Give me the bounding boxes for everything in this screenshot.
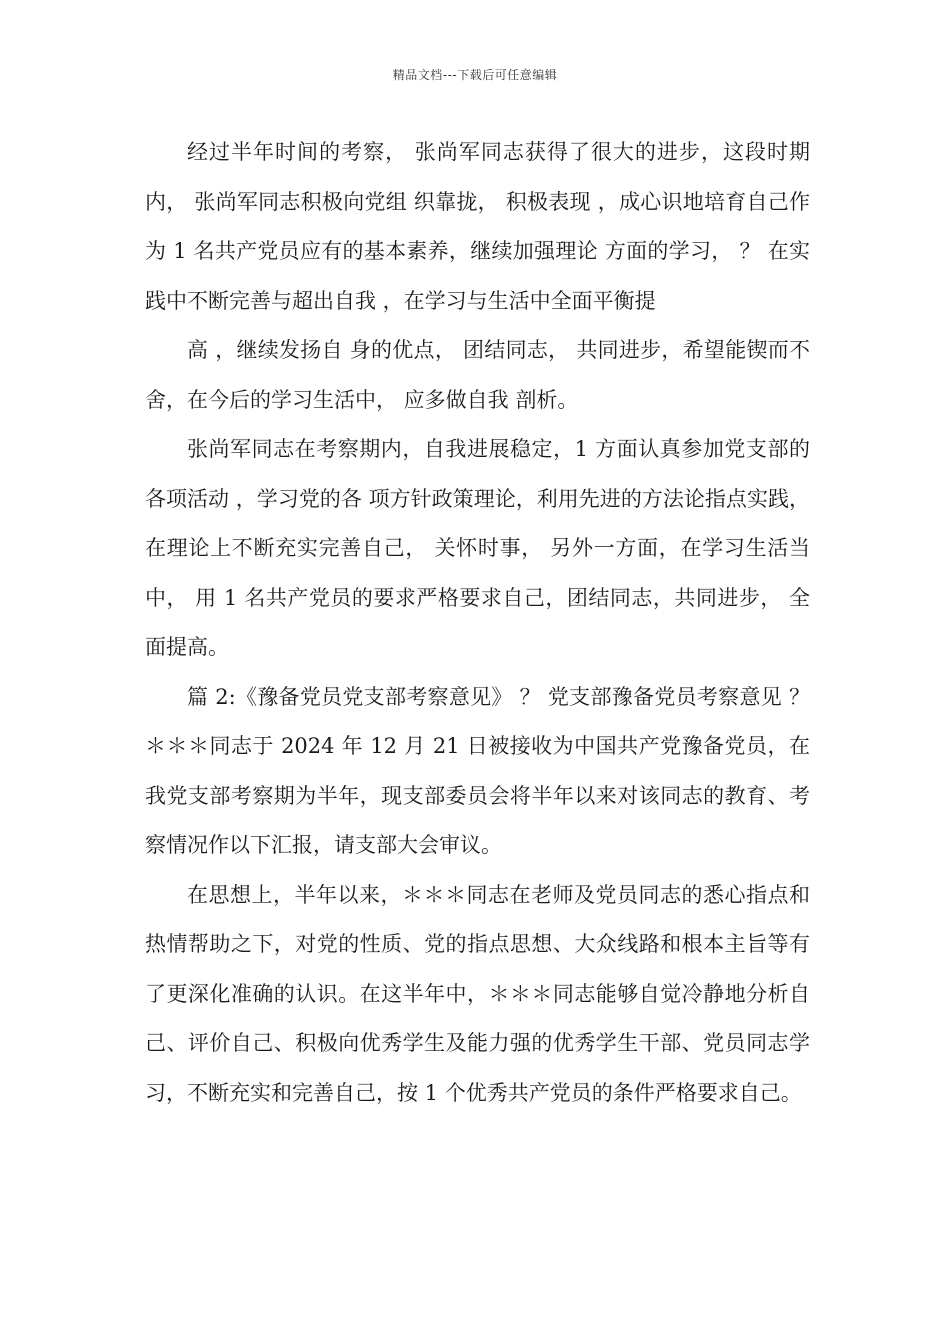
document-body bbox=[145, 128, 817, 1118]
paragraph-2: 高 ，继续发扬自 身的优点， 团结同志， 共同进步，希望能锲而不舍，在今后的学习生活中， 应多做自我 剖析。 bbox=[145, 338, 810, 412]
page-header: 精品文档---下载后可任意编辑 bbox=[392, 68, 558, 82]
paragraph-5: 在思想上，半年以来，＊＊＊同志在老师及党员同志的悉心指点和热情帮助之下，对党的性质、党的指点思想、大众线路和根本主旨等有了更深化准确的认识。在这半年中，＊＊＊同志能够自觉冷静地分析自己、评价自己、积极向优秀学生及能力强的优秀学生干部、党员同志学习，不断充实和完善自己，按 1 个优秀共产党员的条件严格要求自己。 bbox=[145, 882, 810, 1105]
paragraph-4: 篇 2:《豫备党员党支部考察意见》 ？ 党支部豫备党员考察意见 ？ ＊＊＊同志于 2024 年 12 月 21 日被接收为中国共产党豫备党员，在我党支部考察期为半年，现支部委员会将半年以来对该同志的教育、考察情况作以下汇报，请支部大会审议。 bbox=[145, 684, 817, 857]
paragraph-1: 经过半年时间的考察， 张尚军同志获得了很大的进步，这段时期内， 张尚军同志积极向党组 织靠拢， 积极表现 ，成心识地培育自己作为 1 名共产党员应有的基本素养，继续加强理论 方面的学习， ？ 在实践中不断完善与超出自我 ，在学习与生活中全面平衡提 bbox=[145, 140, 810, 313]
paragraph-3: 张尚军同志在考察期内，自我进展稳定，1 方面认真参加党支部的各项活动 ，学习党的各 项方针政策理论，利用先进的方法论指点实践，在理论上不断充实完善自己， 关怀时事， 另外一方面，在学习生活当中， 用 1 名共产党员的要求严格要求自己，团结同志，共同进步， 全面提高。 bbox=[145, 437, 810, 659]
